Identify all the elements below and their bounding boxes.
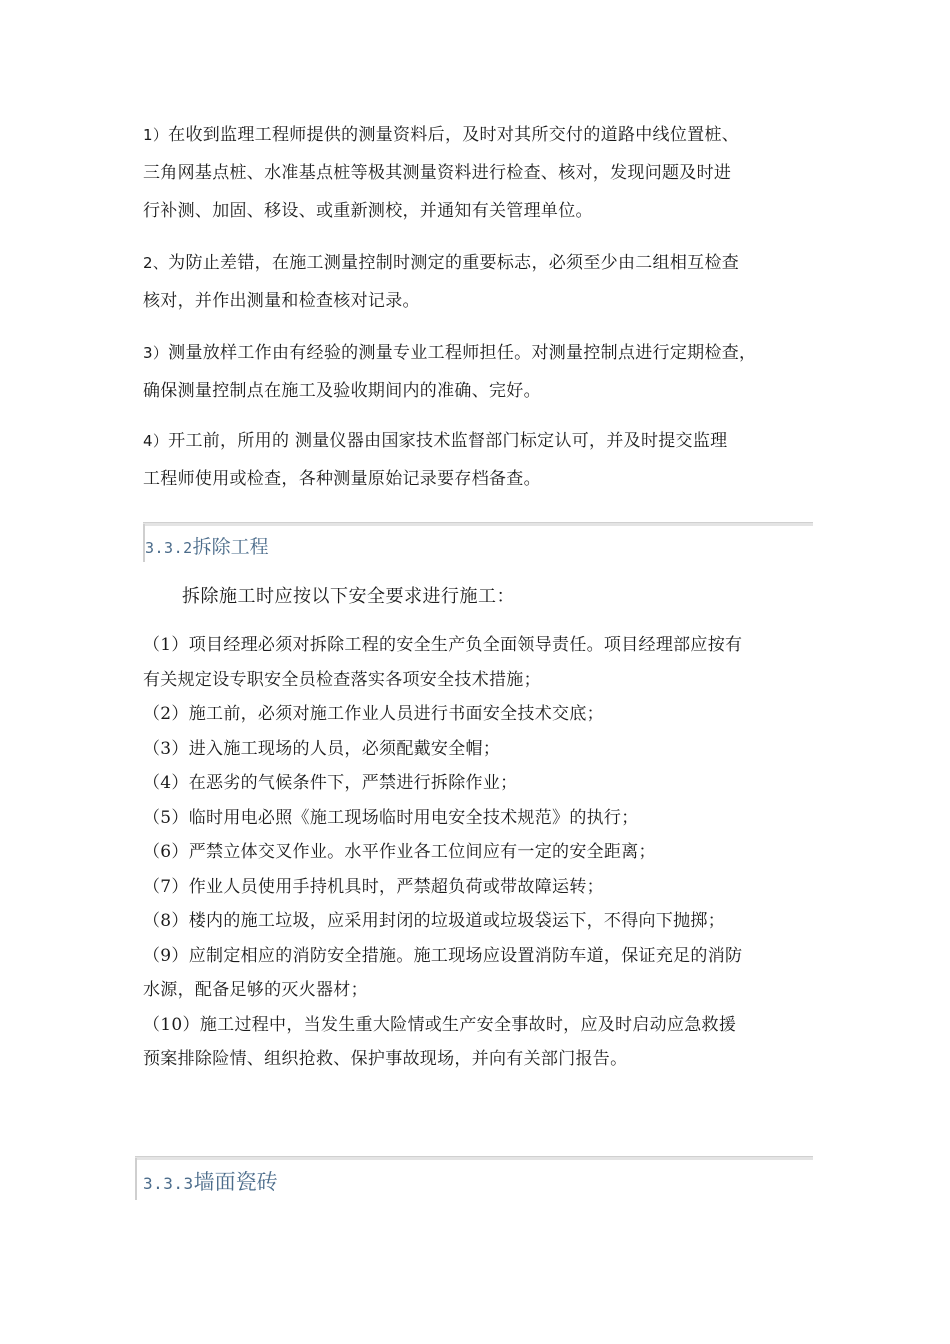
paragraph-line: 4）开工前，所用的 测量仪器由国家技术监督部门标定认可，并及时提交监理 — [143, 431, 728, 451]
paragraph-line: 2、为防止差错，在施工测量控制时测定的重要标志，必须至少由二组相互检查 — [143, 253, 740, 273]
item-number: （9） — [143, 945, 189, 966]
item-number: 2、 — [143, 254, 169, 272]
paragraph-item-2 — [143, 244, 815, 320]
item-number: （6） — [143, 842, 189, 862]
paragraph-line: 核对，并作出测量和检查核对记录。 — [143, 291, 420, 311]
item-number: 1） — [143, 126, 169, 144]
paragraph-line: 3）测量放样工作由有经验的测量专业工程师担任。对测量控制点进行定期检查， — [143, 343, 757, 363]
heading-text — [143, 1166, 278, 1196]
heading-left-bar — [135, 1158, 137, 1200]
item-number: （5） — [143, 807, 189, 828]
list-item: （5）临时用电必照《施工现场临时用电安全技术规范》的执行； — [143, 807, 639, 828]
paragraph-line: 工程师使用或检查，各种测量原始记录要存档备查。 — [143, 469, 541, 489]
list-item: （7）作业人员使用手持机具时，严禁超负荷或带故障运转； — [143, 876, 604, 897]
section-heading-333 — [135, 1156, 813, 1202]
section-heading-332 — [143, 522, 813, 564]
list-item: （2）施工前，必须对施工作业人员进行书面安全技术交底； — [143, 704, 604, 724]
paragraph-line: 1）在收到监理工程师提供的测量资料后，及时对其所交付的道路中线位置桩、 — [143, 125, 740, 145]
list-item: （6）严禁立体交叉作业。水平作业各工位间应有一定的安全距离； — [143, 842, 656, 862]
item-number: （4） — [143, 773, 189, 793]
paragraph-line: 三角网基点桩、水准基点桩等极其测量资料进行检查、核对，发现问题及时进 — [143, 163, 732, 183]
item-number: 4） — [143, 432, 169, 450]
list-item: （9）应制定相应的消防安全措施。施工现场应设置消防车道，保证充足的消防 水源，配备足够的灭火器材； — [143, 945, 743, 1000]
heading-rule — [135, 1156, 813, 1160]
heading-rule — [143, 522, 813, 526]
paragraph-item-3 — [143, 334, 815, 410]
list-item: （10）施工过程中，当发生重大险情或生产安全事故时，应及时启动应急救援 预案排除险情、组织抢救、保护事故现场，并向有关部门报告。 — [143, 1014, 737, 1069]
item-number: （10） — [143, 1014, 200, 1035]
item-number: 3） — [143, 344, 169, 362]
heading-number: 3.3.3 — [143, 1174, 194, 1193]
heading-title: 墙面瓷砖 — [193, 1170, 278, 1194]
heading-text — [145, 532, 269, 559]
item-number: （3） — [143, 738, 189, 759]
item-number: （8） — [143, 911, 189, 931]
demolition-safety-list — [143, 628, 815, 1077]
item-number: （2） — [143, 704, 189, 724]
list-item: （4）在恶劣的气候条件下，严禁进行拆除作业； — [143, 773, 518, 793]
paragraph-line: 确保测量控制点在施工及验收期间内的准确、完好。 — [143, 381, 541, 401]
paragraph-item-1 — [143, 116, 815, 230]
heading-title: 拆除工程 — [192, 536, 269, 558]
section-intro: 拆除施工时应按以下安全要求进行施工： — [182, 586, 515, 607]
paragraph-item-4 — [143, 422, 815, 498]
list-item: （8）楼内的施工垃圾，应采用封闭的垃圾道或垃圾袋运下，不得向下抛掷； — [143, 911, 726, 931]
list-item: （3）进入施工现场的人员，必须配戴安全帽； — [143, 738, 501, 759]
heading-number: 3.3.2 — [145, 539, 193, 557]
item-number: （1） — [143, 635, 189, 655]
list-item: （1）项目经理必须对拆除工程的安全生产负全面领导责任。项目经理部应按有 有关规定设专职安全员检查落实各项安全技术措施； — [143, 635, 743, 690]
paragraph-line: 行补测、加固、移设、或重新测校，并通知有关管理单位。 — [143, 201, 593, 221]
item-number: （7） — [143, 876, 189, 897]
